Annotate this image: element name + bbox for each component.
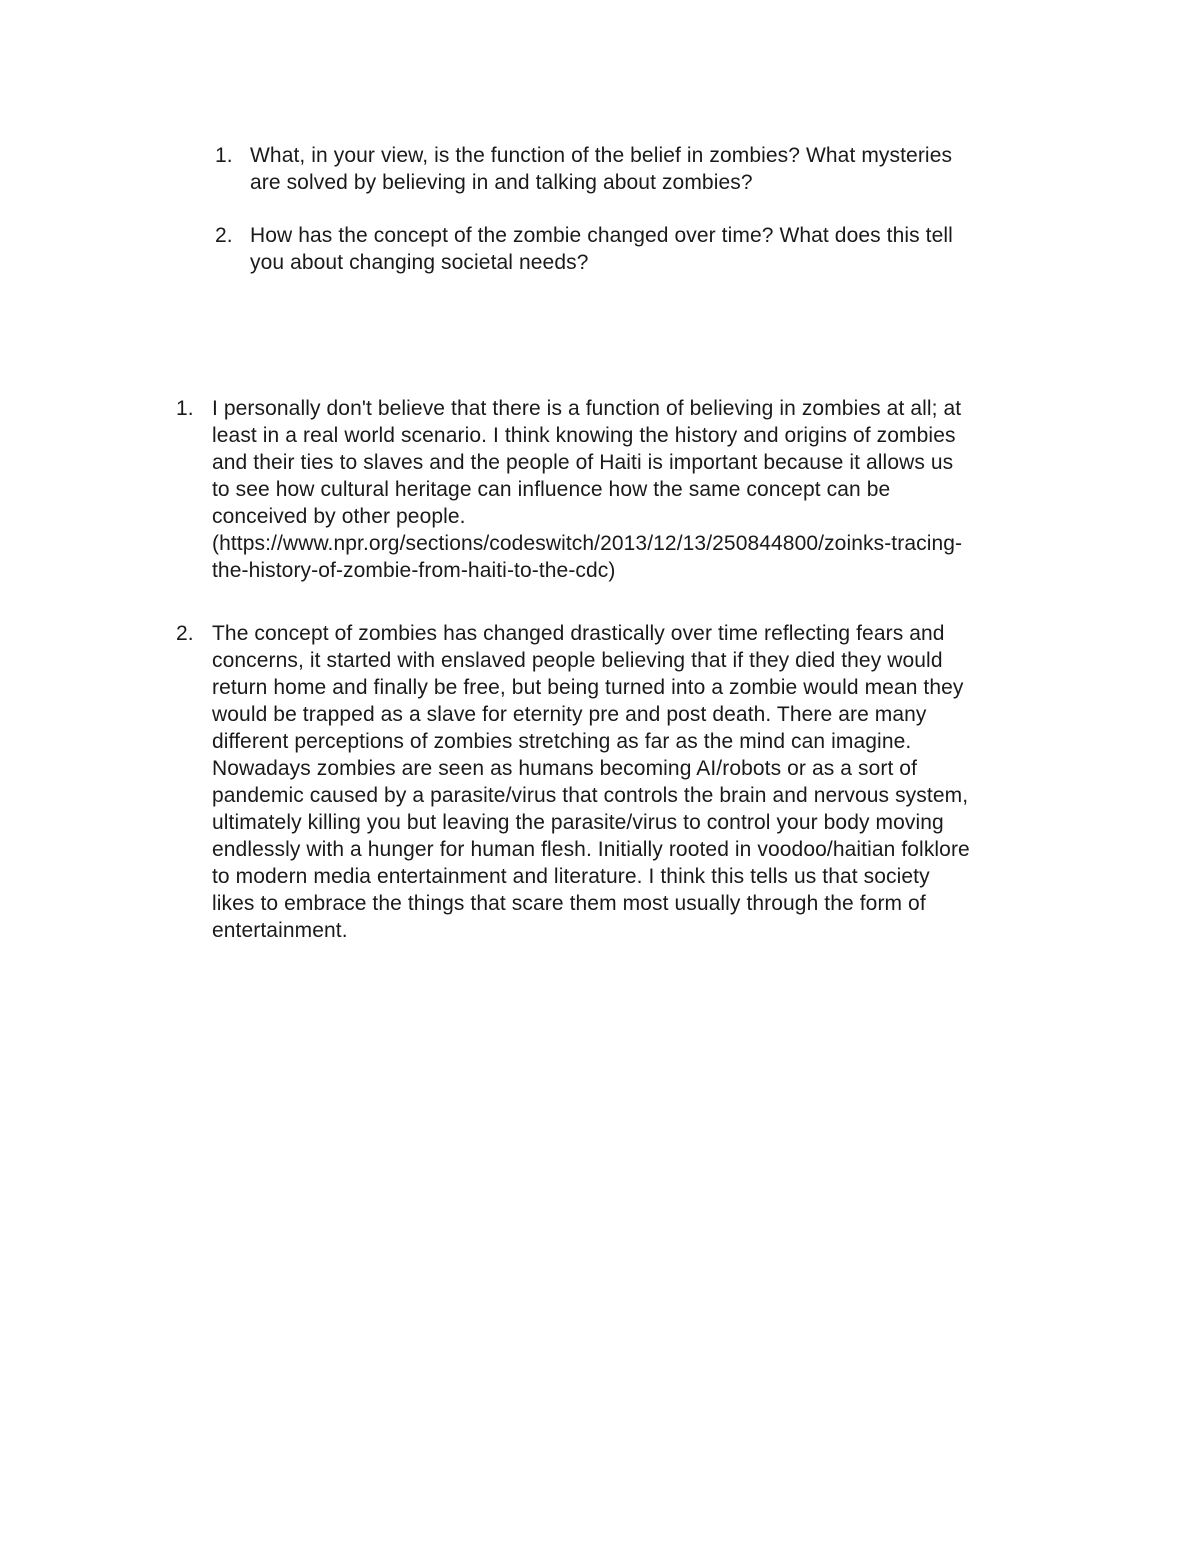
answer-line: I personally don't believe that there is a function of believing in zombies at all; at (212, 397, 962, 420)
answer-line: to see how cultural heritage can influence how the same concept can be (212, 478, 891, 501)
question-line: What, in your view, is the function of the belief in zombies? What mysteries (250, 144, 953, 167)
question-item-1 (215, 142, 1075, 196)
answer-line: to modern media entertainment and literature. I think this tells us that society (212, 865, 930, 888)
question-line: you about changing societal needs? (250, 251, 589, 274)
answer-line: pandemic caused by a parasite/virus that controls the brain and nervous system, (212, 784, 969, 807)
answer-line: different perceptions of zombies stretching as far as the mind can imagine. (212, 730, 912, 753)
answer-line: Nowadays zombies are seen as humans becoming AI/robots or as a sort of (212, 757, 918, 780)
answer-line: ultimately killing you but leaving the parasite/virus to control your body moving (212, 811, 944, 834)
question-number: 2. (215, 224, 233, 247)
answer-number: 1. (176, 397, 194, 420)
question-line: are solved by believing in and talking about zombies? (250, 171, 753, 194)
questions-list (215, 142, 1075, 276)
question-text (250, 142, 1075, 196)
answer-text (212, 395, 1076, 584)
answer-item-1 (176, 395, 1076, 584)
answer-line: concerns, it started with enslaved people believing that if they died they would (212, 649, 943, 672)
answer-source-url: (https://www.npr.org/sections/codeswitch/2013/12/13/250844800/zoinks-tracing- (212, 532, 963, 555)
question-number: 1. (215, 144, 233, 167)
answer-line: and their ties to slaves and the people of Haiti is important because it allows us (212, 451, 954, 474)
question-item-2 (215, 222, 1075, 276)
question-line: How has the concept of the zombie changed over time? What does this tell (250, 224, 953, 247)
answer-text (212, 620, 1076, 944)
answer-line: The concept of zombies has changed drastically over time reflecting fears and (212, 622, 945, 645)
answer-line: would be trapped as a slave for eternity pre and post death. There are many (212, 703, 927, 726)
answer-line: likes to embrace the things that scare them most usually through the form of (212, 892, 926, 915)
answer-source-url: the-history-of-zombie-from-haiti-to-the-cdc) (212, 559, 616, 582)
answer-line: return home and finally be free, but being turned into a zombie would mean they (212, 676, 964, 699)
answer-line: entertainment. (212, 919, 348, 942)
answers-list (176, 395, 1076, 944)
answer-line: conceived by other people. (212, 505, 466, 528)
question-text (250, 222, 1075, 276)
answer-number: 2. (176, 622, 194, 645)
answer-item-2 (176, 620, 1076, 944)
answer-line: least in a real world scenario. I think knowing the history and origins of zombies (212, 424, 956, 447)
answer-line: endlessly with a hunger for human flesh. Initially rooted in voodoo/haitian folklore (212, 838, 970, 861)
